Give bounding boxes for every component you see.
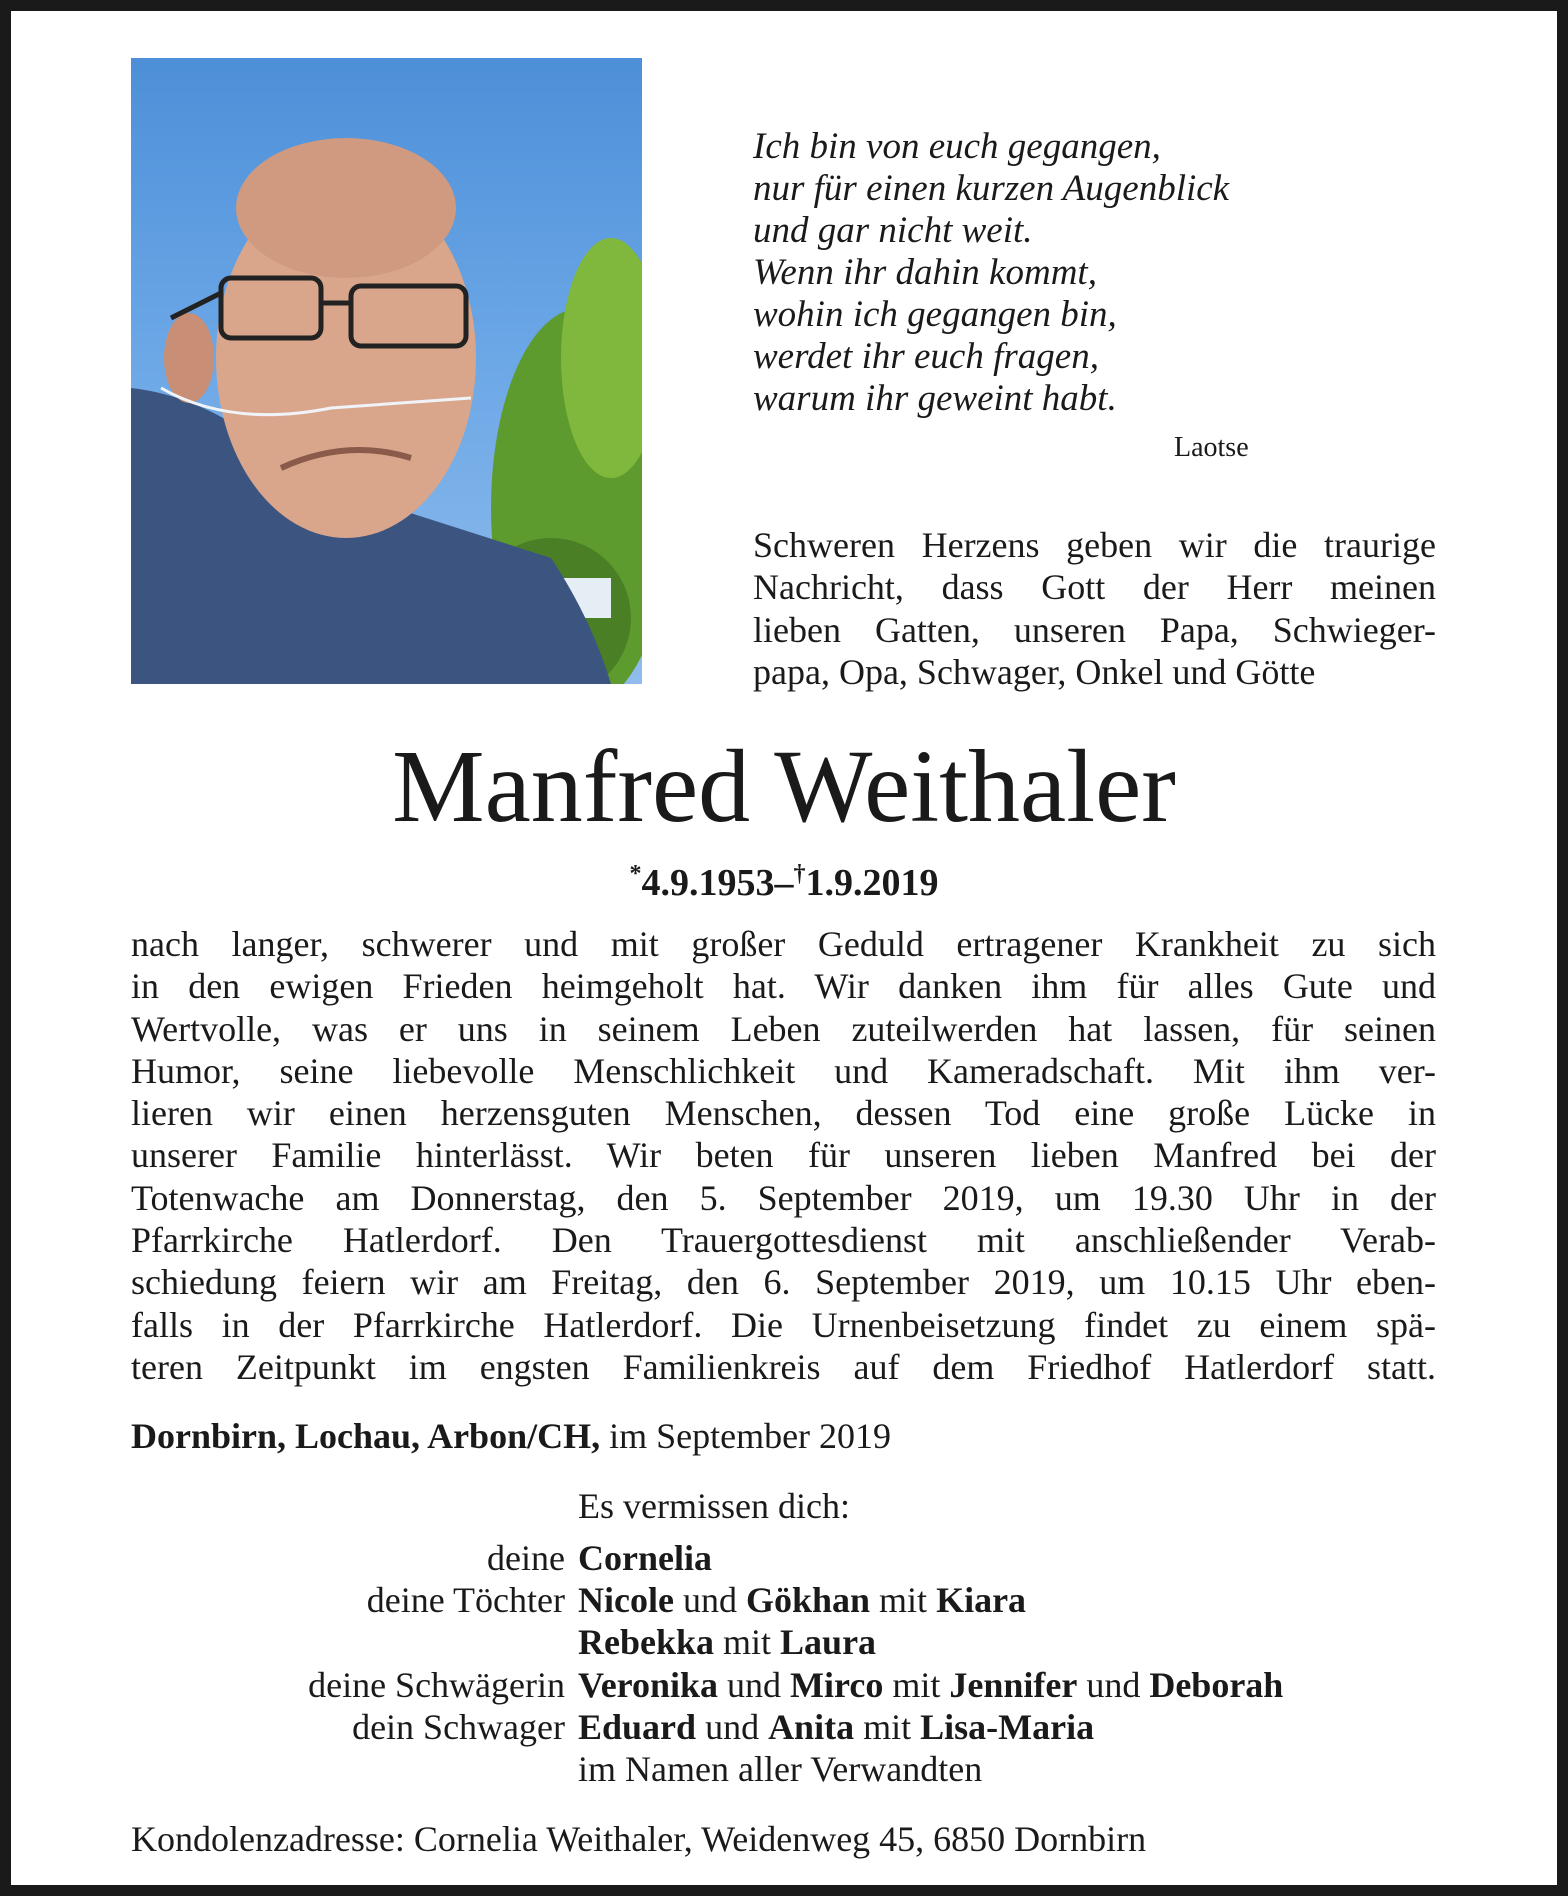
body-line: schiedung feiern wir am Freitag, den 6. September 2019, um 10.15 Uhr eben- xyxy=(131,1262,1436,1303)
mourner-name: Deborah xyxy=(1149,1664,1284,1705)
mourner-names xyxy=(578,1706,1094,1748)
mourner-name: Veronika xyxy=(578,1664,719,1705)
condolence-address: Kondolenzadresse: Cornelia Weithaler, Weidenweg 45, 6850 Dornbirn xyxy=(131,1819,1147,1859)
connector-text: und xyxy=(718,1664,791,1705)
mourner-name: Rebekka xyxy=(578,1622,715,1663)
body-line: Pfarrkirche Hatlerdorf. Den Trauergottesdienst mit anschließender Verab- xyxy=(131,1220,1436,1261)
mourner-name: Cornelia xyxy=(578,1538,712,1578)
death-date: 1.9.2019 xyxy=(805,862,939,904)
place-date xyxy=(131,1415,891,1457)
mourner-name: Eduard xyxy=(578,1706,697,1747)
birth-date: 4.9.1953 xyxy=(641,862,775,904)
relation-label: dein Schwager xyxy=(352,1706,565,1747)
connector-text: und xyxy=(1077,1664,1150,1705)
connector-text: und xyxy=(673,1580,746,1621)
connector-text: mit xyxy=(714,1622,781,1663)
relation-label: deine Töchter xyxy=(366,1580,565,1621)
birth-symbol: * xyxy=(629,861,642,887)
mourner-row xyxy=(131,1664,1451,1706)
mourner-name: Gökhan xyxy=(745,1580,871,1621)
intro-line: lieben Gatten, unseren Papa, Schwieger- xyxy=(753,609,1436,650)
date-separator: – xyxy=(774,862,794,904)
poem-line: Ich bin von euch gegangen, xyxy=(753,126,1161,167)
place-month: im September 2019 xyxy=(600,1416,892,1456)
mourner-name: Lisa-Maria xyxy=(920,1706,1095,1747)
poem xyxy=(753,126,1229,420)
connector-text: mit xyxy=(883,1664,950,1705)
connector-text: und xyxy=(696,1706,769,1747)
mourner-name: Jennifer xyxy=(949,1664,1078,1705)
body-line: in den ewigen Frieden heimgeholt hat. Wir danken ihm für alles Gute und xyxy=(131,966,1436,1007)
relation-label: deine Schwägerin xyxy=(308,1664,565,1705)
intro-line: papa, Opa, Schwager, Onkel und Götte xyxy=(753,651,1316,692)
relation-label: deine xyxy=(487,1538,565,1578)
body-line: nach langer, schwerer und mit großer Geduld ertragener Krankheit zu sich xyxy=(131,924,1436,964)
life-dates xyxy=(0,850,1568,907)
mourner-names xyxy=(578,1621,876,1663)
body-line: Humor, seine liebevolle Menschlichkeit und Kameradschaft. Mit ihm ver- xyxy=(131,1050,1436,1091)
deceased-name: Manfred Weithaler xyxy=(392,729,1176,844)
body-line: unserer Familie hinterlässt. Wir beten für unseren lieben Manfred bei der xyxy=(131,1135,1436,1176)
mourner-row xyxy=(131,1579,1451,1621)
mourner-row xyxy=(131,1621,1451,1663)
mourner-names xyxy=(578,1537,712,1579)
body-line: lieren wir einen herzensguten Menschen, dessen Tod eine große Lücke in xyxy=(131,1093,1436,1134)
mourner-name: Laura xyxy=(780,1622,877,1663)
poem-line: werdet ihr euch fragen, xyxy=(753,336,1099,377)
poem-line: wohin ich gegangen bin, xyxy=(753,294,1117,335)
body-line: Wertvolle, was er uns in seinem Leben zuteilwerden hat lassen, für seinen xyxy=(131,1008,1436,1049)
poem-line: Wenn ihr dahin kommt, xyxy=(753,252,1097,293)
mourner-name: Mirco xyxy=(790,1664,884,1705)
connector-text: mit xyxy=(854,1706,921,1747)
mourner-name: Nicole xyxy=(578,1580,674,1621)
mourner-row xyxy=(131,1748,1451,1790)
connector-text: im Namen aller Verwandten xyxy=(578,1749,983,1790)
poem-line: warum ihr geweint habt. xyxy=(753,378,1117,419)
poem-author: Laotse xyxy=(1174,432,1249,463)
poem-line: nur für einen kurzen Augenblick xyxy=(753,168,1230,209)
intro-line: Schweren Herzens geben wir die traurige xyxy=(753,525,1436,565)
mourner-name: Anita xyxy=(768,1706,855,1747)
mourners-list xyxy=(131,1537,1451,1790)
intro-line: Nachricht, dass Gott der Herr meinen xyxy=(753,567,1436,608)
mourner-row xyxy=(131,1706,1451,1748)
mourner-names xyxy=(578,1748,982,1790)
mourner-names xyxy=(578,1579,1026,1621)
body-line: falls in der Pfarrkirche Hatlerdorf. Die Urnenbeisetzung findet zu einem spä- xyxy=(131,1304,1436,1345)
portrait-illustration xyxy=(131,58,642,684)
mourner-name: Kiara xyxy=(936,1580,1027,1621)
place-locations: Dornbirn, Lochau, Arbon/CH, xyxy=(131,1416,601,1456)
connector-text: mit xyxy=(870,1580,937,1621)
intro-paragraph xyxy=(753,524,1436,693)
poem-line: und gar nicht weit. xyxy=(753,210,1033,251)
body-line: teren Zeitpunkt im engsten Familienkreis auf dem Friedhof Hatlerdorf statt. xyxy=(131,1346,1436,1387)
portrait-photo xyxy=(131,58,642,684)
death-symbol: † xyxy=(793,861,806,887)
body-line: Totenwache am Donnerstag, den 5. September 2019, um 19.30 Uhr in der xyxy=(131,1177,1436,1218)
relation-label xyxy=(131,1748,578,1790)
relation-label xyxy=(131,1621,578,1663)
mourner-row xyxy=(131,1537,1451,1579)
body-paragraph xyxy=(131,923,1436,1388)
mourner-names xyxy=(578,1664,1283,1706)
mourners-heading: Es vermissen dich: xyxy=(578,1486,850,1526)
